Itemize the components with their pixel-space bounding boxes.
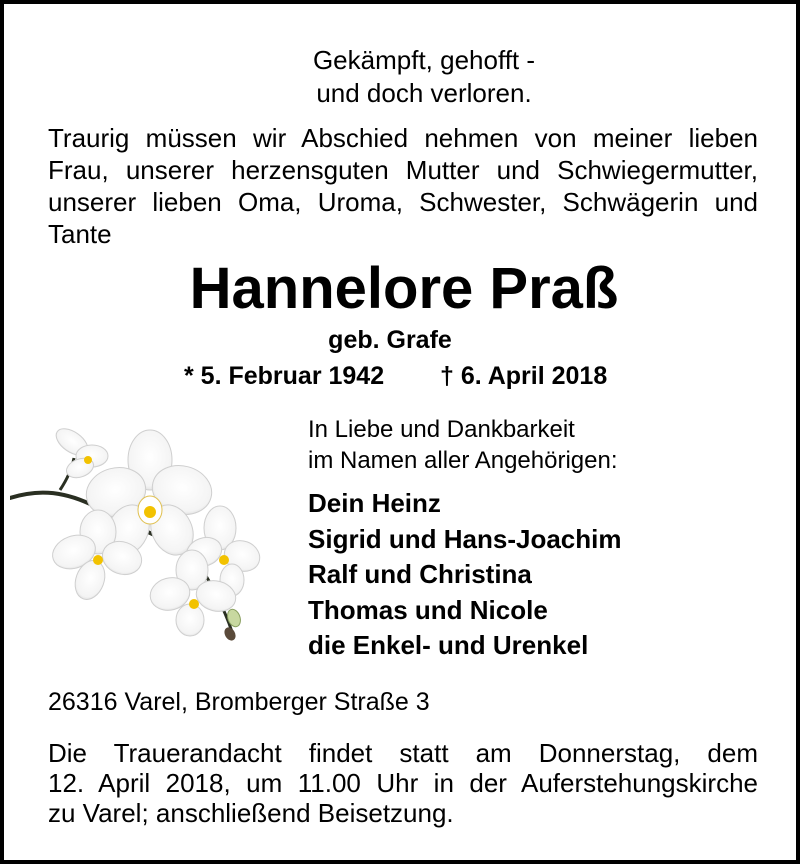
intro-line-3: unserer lieben Oma, Uroma, Schwester, Schwägerin und	[48, 187, 758, 217]
birth-date: * 5. Februar 1942	[184, 362, 385, 390]
family-member: die Enkel- und Urenkel	[308, 630, 589, 660]
intro-line-1: Traurig müssen wir Abschied nehmen von meiner lieben	[48, 123, 758, 153]
motto-line-1: Gekämpft, gehofft -	[312, 45, 536, 75]
orchid-icon	[10, 420, 280, 650]
family-member: Sigrid und Hans-Joachim	[308, 523, 622, 554]
motto	[4, 44, 800, 110]
intro-line-2: Frau, unserer herzensguten Mutter und Schwiegermutter,	[48, 155, 758, 185]
family-member: Ralf und Christina	[308, 559, 532, 589]
family-member: Thomas und Nicole	[308, 594, 548, 625]
gratitude-line-1: In Liebe und Dankbarkeit	[308, 416, 575, 443]
deceased-name: Hannelore Praß	[189, 256, 619, 321]
family-list	[308, 486, 768, 664]
service-info	[48, 738, 758, 828]
gratitude-line-2: im Namen aller Angehörigen:	[308, 447, 618, 474]
address: 26316 Varel, Bromberger Straße 3	[48, 688, 430, 716]
motto-line-2: und doch verloren.	[316, 78, 532, 108]
gratitude-text	[308, 414, 768, 476]
service-line-3: zu Varel; anschließend Beisetzung.	[48, 798, 454, 828]
maiden-name: geb. Grafe	[328, 326, 452, 354]
family-member: Dein Heinz	[308, 488, 441, 518]
intro-line-4: Tante	[48, 219, 112, 249]
service-line-2: 12. April 2018, um 11.00 Uhr in der Auferstehungskirche	[48, 768, 758, 798]
death-date: † 6. April 2018	[440, 362, 608, 390]
intro-text	[48, 122, 758, 250]
service-line-1: Die Trauerandacht findet statt am Donnerstag, dem	[48, 738, 758, 768]
life-dates	[184, 360, 644, 392]
orchid-flower-1	[52, 423, 108, 481]
